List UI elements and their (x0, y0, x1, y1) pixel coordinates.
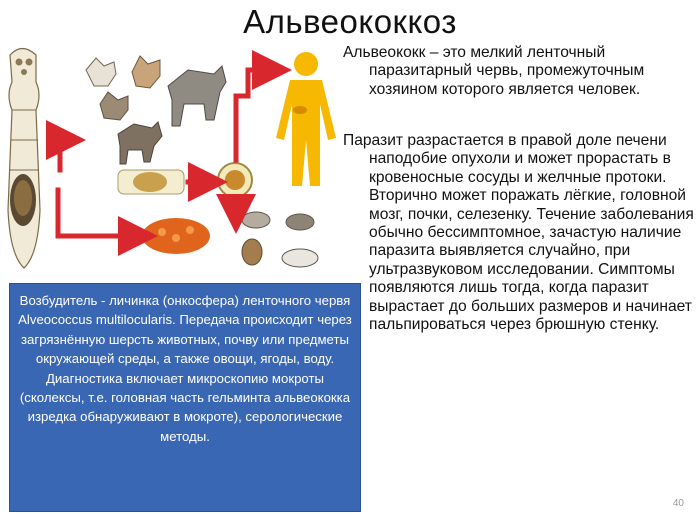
egg-stage-illustration (118, 170, 184, 194)
slide-title: Альвеококкоз (243, 3, 457, 40)
definition-paragraph: Альвеококк – это мелкий ленточный паразитарный червь, промежуточным хозяином которого является человек. (343, 44, 645, 98)
page-number: 40 (672, 498, 684, 509)
tapeworm-illustration (8, 49, 40, 269)
lifecycle-arrows (58, 70, 272, 236)
human-figure-illustration (276, 52, 336, 186)
info-box (9, 283, 361, 512)
oncosphere-illustration (218, 163, 252, 197)
lifecycle-diagram (0, 40, 345, 285)
dog-illustration (118, 122, 162, 164)
fox-heads-illustration (86, 56, 160, 120)
wolf-illustration (168, 66, 226, 126)
info-box-text: Возбудитель - личинка (онкосфера) ленточного червя Alveococcus multilocularis. Передача происходит через загрязнённую шерсть животных, почву или предметы окружающей среды, а также овощи, ягоды, воду. Диагностика включает микроскопию мокроты (сколексы, т.е. головная часть гельминта альвеококка изредка обнаруживают в мокроте), серологические методы. (18, 293, 352, 444)
description-paragraph: Паразит разрастается в правой доле печени наподобие опухоли и может прорастать в кровеносные сосуды и желчные протоки. Вторично может поражать лёгкие, головной мозг, почки, селезенку. Течение заболевания обычно бессимптомное, зачастую наличие паразита выявляется случайно, при ультразвуковом исследовании. Симптомы появляются лишь тогда, когда паразит вырастает до больших размеров и начинает пальпироваться через брюшную стенку. (343, 132, 694, 334)
liver-cyst-illustration (142, 218, 210, 254)
rodents-illustration (242, 212, 318, 267)
